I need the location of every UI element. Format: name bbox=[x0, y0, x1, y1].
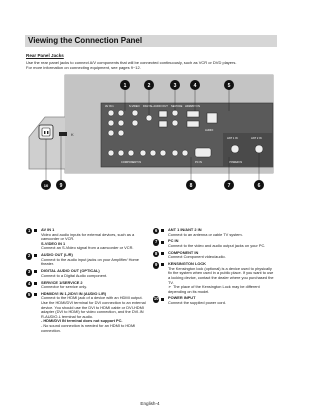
intro-line-1: Use the rear panel jacks to connect A/V components that will be connected continuously, such as VCR or DVD players. bbox=[26, 60, 237, 65]
callout-number: 3 bbox=[26, 269, 32, 275]
legend-left bbox=[26, 228, 147, 335]
legend-right bbox=[153, 228, 276, 308]
callout-number: 1 bbox=[26, 228, 32, 234]
bullet-icon bbox=[161, 298, 164, 301]
legend-item-title: ANT 1 IN/ANT 2 IN bbox=[168, 227, 202, 232]
legend-item-title: PC IN bbox=[168, 238, 179, 244]
svg-text:8: 8 bbox=[189, 183, 193, 189]
svg-text:ANT 1 IN: ANT 1 IN bbox=[227, 137, 238, 140]
svg-text:5: 5 bbox=[227, 83, 231, 89]
legend-item-subtitle: S-VIDEO IN 1 bbox=[41, 240, 66, 246]
svg-text:DIGITAL AUDIO OUT: DIGITAL AUDIO OUT bbox=[143, 105, 168, 108]
legend-item-pc-in bbox=[153, 239, 276, 248]
legend-item-text: Connect to the HDMI jack of a device with an HDMI output. Use the HDMI/DVI terminal for DVI connection to an external device. You should use the DVI to HDMI cable or DVI-HDMI adapter (DVI to HDMI) for video connection, and the DVI-IN R-AUDIO-L terminal for audio. bbox=[41, 295, 146, 319]
callout-number: 9 bbox=[153, 262, 159, 268]
legend-item-note: ➢ The place of the Kensington Lock may be different depending on its model. bbox=[168, 284, 260, 294]
legend-item-title: POWER INPUT bbox=[168, 295, 196, 301]
section-title-bar bbox=[25, 35, 277, 47]
rear-panel-illustration bbox=[25, 73, 277, 211]
legend-item-title: HDMI/DVI IN 1,2/DVI IN (AUDIO L/R) bbox=[41, 290, 107, 296]
svg-text:6: 6 bbox=[257, 183, 261, 189]
legend-item-title: DIGITAL AUDIO OUT (OPTICAL) bbox=[41, 268, 100, 274]
legend-item-text: Connector for service only. bbox=[41, 284, 87, 290]
legend-item-power-input bbox=[153, 296, 276, 305]
callout-number: 5 bbox=[26, 292, 32, 298]
svg-text:2: 2 bbox=[147, 83, 151, 89]
legend-item-title: KENSINGTON LOCK bbox=[168, 261, 206, 267]
section-title: Viewing the Connection Panel bbox=[28, 36, 143, 45]
legend-item-text: Connect to a Digital Audio component. bbox=[41, 272, 108, 278]
svg-text:9: 9 bbox=[59, 183, 63, 189]
legend-item-ant-in bbox=[153, 228, 276, 237]
bullet-icon bbox=[34, 270, 37, 273]
svg-text:AV IN 1: AV IN 1 bbox=[105, 105, 114, 108]
legend-item-audio-out bbox=[26, 253, 147, 267]
callout-number: 2 bbox=[26, 253, 32, 259]
bullet-icon bbox=[161, 229, 164, 232]
bullet-icon bbox=[161, 252, 164, 255]
legend-item-text: Connect to the video and audio output jacks on your PC. bbox=[168, 242, 266, 248]
svg-text:10: 10 bbox=[43, 183, 49, 188]
legend-item-text: Video and audio inputs for external devices, such as a camcorder or VCR. bbox=[41, 231, 135, 242]
legend-item-service bbox=[26, 281, 147, 290]
callout-number: 6 bbox=[153, 228, 159, 234]
legend-item-note: - No sound connection is needed for an HDMI to HDMI connection. bbox=[41, 323, 136, 333]
subheading: Rear Panel Jacks bbox=[26, 53, 64, 58]
legend-item-note-bold: - HDMI/DVI IN terminal does not support PC. bbox=[41, 318, 123, 324]
legend-item-subtext: Connect an S-Video signal from a camcorder or VCR. bbox=[41, 245, 134, 251]
callout-number: 10 bbox=[153, 296, 159, 302]
intro-text bbox=[26, 60, 276, 70]
power-inlet bbox=[39, 125, 53, 139]
callout-number: 7 bbox=[153, 239, 159, 245]
bullet-icon bbox=[34, 293, 37, 296]
note-pointer-icon: ➢ bbox=[168, 284, 172, 290]
svg-text:AUDIO: AUDIO bbox=[205, 129, 214, 132]
page-footer: English-4 bbox=[140, 401, 160, 406]
svg-text:K: K bbox=[71, 132, 74, 137]
svg-text:HDMI/DVI IN: HDMI/DVI IN bbox=[185, 105, 200, 108]
bullet-icon bbox=[34, 282, 37, 285]
bullet-icon bbox=[161, 263, 164, 266]
svg-text:COMPONENT IN: COMPONENT IN bbox=[121, 161, 142, 164]
bullet-icon bbox=[161, 241, 164, 244]
svg-text:1: 1 bbox=[123, 83, 127, 89]
svg-text:POWER IN: POWER IN bbox=[229, 161, 243, 164]
legend-item-text: Connect to an antenna or cable TV system. bbox=[168, 231, 243, 237]
legend-item-digital-audio-out bbox=[26, 269, 147, 278]
callout-number: 4 bbox=[26, 281, 32, 287]
legend-item-text: Connect to the audio input jacks on your Amplifier/ Home theater. bbox=[41, 256, 139, 267]
svg-text:S-VIDEO: S-VIDEO bbox=[129, 105, 140, 108]
svg-text:PC IN: PC IN bbox=[195, 161, 202, 164]
bullet-icon bbox=[34, 254, 37, 257]
legend-item-title: AUDIO OUT (L/R) bbox=[41, 252, 73, 258]
legend-item-title: SERVICE 1/SERVICE 2 bbox=[41, 279, 83, 285]
legend-item-title: COMPONENT IN bbox=[168, 249, 199, 255]
legend-item-hdmi-dvi-in bbox=[26, 292, 147, 333]
callout-number: 8 bbox=[153, 251, 159, 257]
legend-item-av-in bbox=[26, 228, 147, 251]
svg-text:ANT 2 IN: ANT 2 IN bbox=[251, 137, 262, 140]
svg-text:7: 7 bbox=[227, 183, 231, 189]
svg-text:4: 4 bbox=[193, 83, 197, 89]
legend-item-text: The Kensington lock (optional) is a device used to physically fix the system when used in a public place. If you want to use a locking device, contact the dealer where you purchased the TV. bbox=[168, 265, 274, 285]
legend-item-title: AV IN 1 bbox=[41, 227, 55, 232]
legend-item-kensington-lock bbox=[153, 262, 276, 294]
legend-item-text: Connect the supplied power cord. bbox=[168, 300, 226, 306]
intro-line-2: For more information on connecting equipment, see pages 9~12. bbox=[26, 65, 141, 70]
legend-item-component-in bbox=[153, 251, 276, 260]
bullet-icon bbox=[34, 229, 37, 232]
legend-item-text: Connect Component video/audio. bbox=[168, 254, 226, 260]
svg-text:3: 3 bbox=[173, 83, 177, 89]
svg-text:SERVICE: SERVICE bbox=[171, 105, 183, 108]
